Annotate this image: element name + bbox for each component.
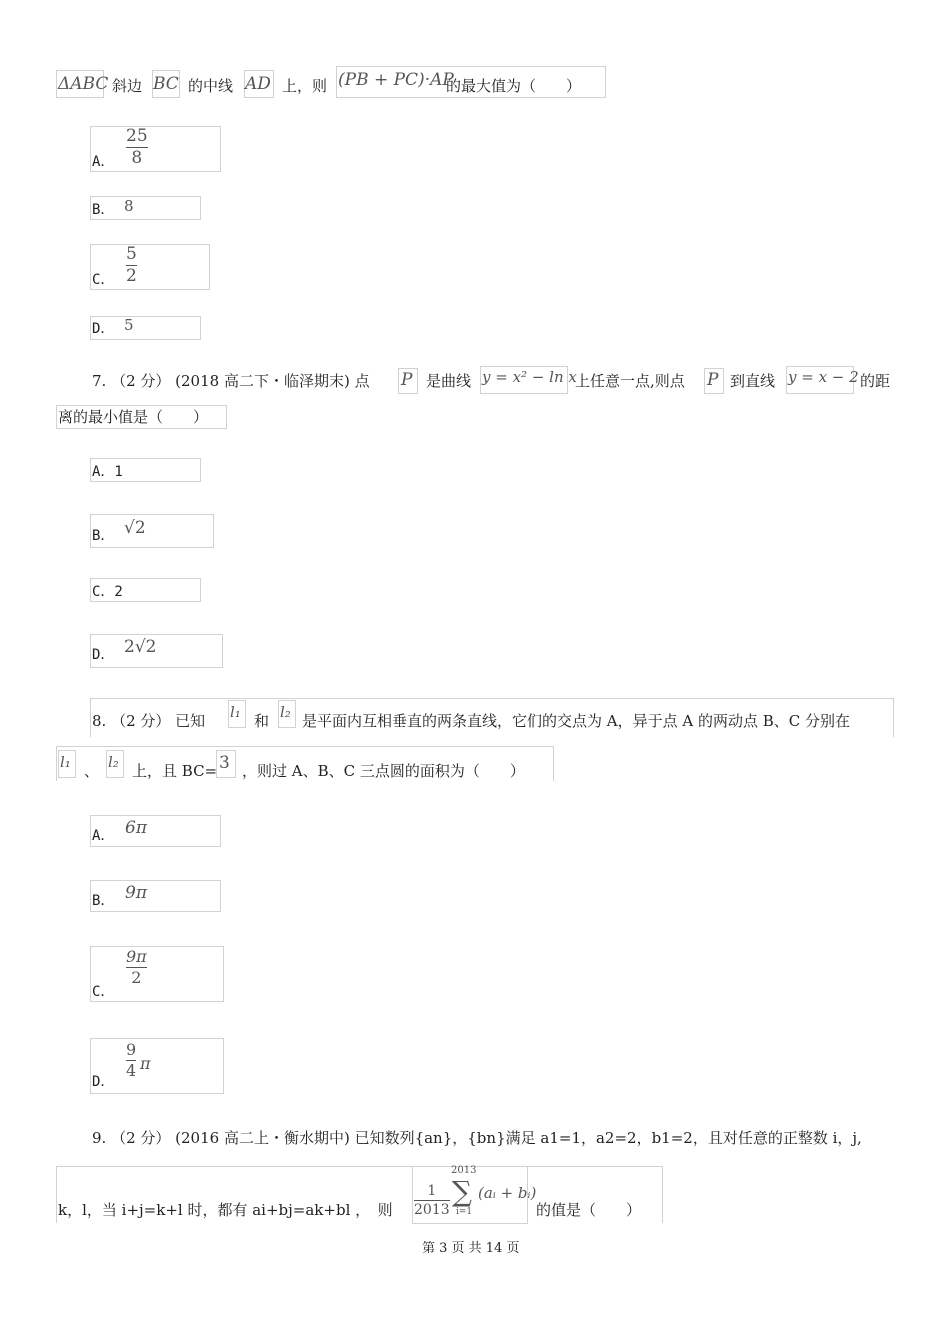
option-label: D． [92,321,115,337]
math-line: y = x − 2 [788,368,859,386]
q7-text-2: 上任意一点,则点 [575,372,685,390]
math-bc: BC [153,74,179,94]
math-point-p2: P [707,370,719,390]
math-vector-expression: (PB + PC)·AP [338,70,454,90]
option-value: 9π [125,883,147,903]
option-value: 2√2 [124,637,157,657]
q7-text-3: 到直线 [730,372,776,390]
option-value: √2 [124,518,146,538]
option-label: C． [92,272,115,288]
numerator: 9 [126,1040,137,1059]
fraction-bar [414,1200,450,1201]
numerator: 9π [126,947,147,966]
denominator: 2013 [414,1202,450,1218]
q9-tail: 的值是（ ） [536,1201,642,1219]
fraction [126,128,148,167]
q8-sep: 、 [84,762,100,780]
q7-text-1: 是曲线 [426,372,472,390]
option-label: C．2 [92,584,123,600]
math-point-p: P [401,370,413,390]
q7-text-4: 的距 [860,372,891,390]
option-label: A． [92,154,115,170]
sigma-icon: ∑ [452,1175,472,1208]
q8-and: 和 [254,712,270,730]
denominator: 2 [131,968,142,987]
q6-text-4: 的最大值为（ ） [446,77,582,95]
option-pi: π [140,1054,151,1073]
fraction [126,246,137,285]
numerator: 25 [126,126,148,146]
option-label: D． [92,1074,115,1090]
q8-prefix: 8. （2 分） 已知 [92,712,206,730]
option-value: 8 [124,197,134,215]
page-footer: 第 3 页 共 14 页 [422,1241,520,1256]
denominator: 2 [126,266,137,286]
q6-text-1: 斜边 [112,77,143,95]
option-label: B． [92,528,115,544]
option-label: B． [92,893,115,909]
fraction [126,1042,136,1079]
option-label: A．1 [92,464,123,480]
denominator: 4 [126,1061,137,1080]
q8-text-1: 是平面内互相垂直的两条直线，它们的交点为 A，异于点 A 的两动点 B、C 分别在 [302,712,851,730]
option-value: 5 [124,316,134,334]
option-label: D． [92,647,115,663]
option-value: 6π [125,818,147,838]
q8-text-3: ，则过 A、B、C 三点圆的面积为（ ） [242,762,525,780]
q6-text-2: 的中线 [188,77,234,95]
q7-line-2: 离的最小值是（ ） [58,408,209,426]
q7-prefix: 7. （2 分） (2018 高二下・临泽期末) 点 [92,372,370,390]
option-label: A． [92,828,115,844]
math-l1: l₁ [230,703,241,721]
q6-text-3: 上，则 [282,77,328,95]
math-curve: y = x² − ln x [482,368,577,386]
math-l2-b: l₂ [108,753,119,771]
option-label: C． [92,984,115,1000]
sum-body: (aᵢ + bᵢ) [478,1184,537,1202]
sum-upper-limit: 2013 [451,1165,477,1176]
denominator: 8 [131,148,143,168]
q8-text-2: 上，且 BC= [132,762,218,780]
math-bc-value: 3 [219,753,230,773]
math-l2: l₂ [280,703,291,721]
option-label: B． [92,202,115,218]
numerator: 1 [427,1183,437,1199]
math-ad: AD [245,74,271,94]
q9-line-1: 9. （2 分） (2016 高二上・衡水期中) 已知数列{an}，{bn}满足 a1=1，a2=2，b1=2，且对任意的正整数 i，j, [92,1129,862,1147]
fraction [414,1184,450,1217]
fraction [126,949,147,986]
sum-lower-limit: i=1 [456,1207,473,1217]
math-l1-b: l₁ [60,753,71,771]
math-triangle-abc: ΔABC [58,74,109,94]
q9-line-2: k，l，当 i+j=k+l 时，都有 ai+bj=ak+bl ， 则 [58,1201,393,1219]
numerator: 5 [126,244,137,264]
